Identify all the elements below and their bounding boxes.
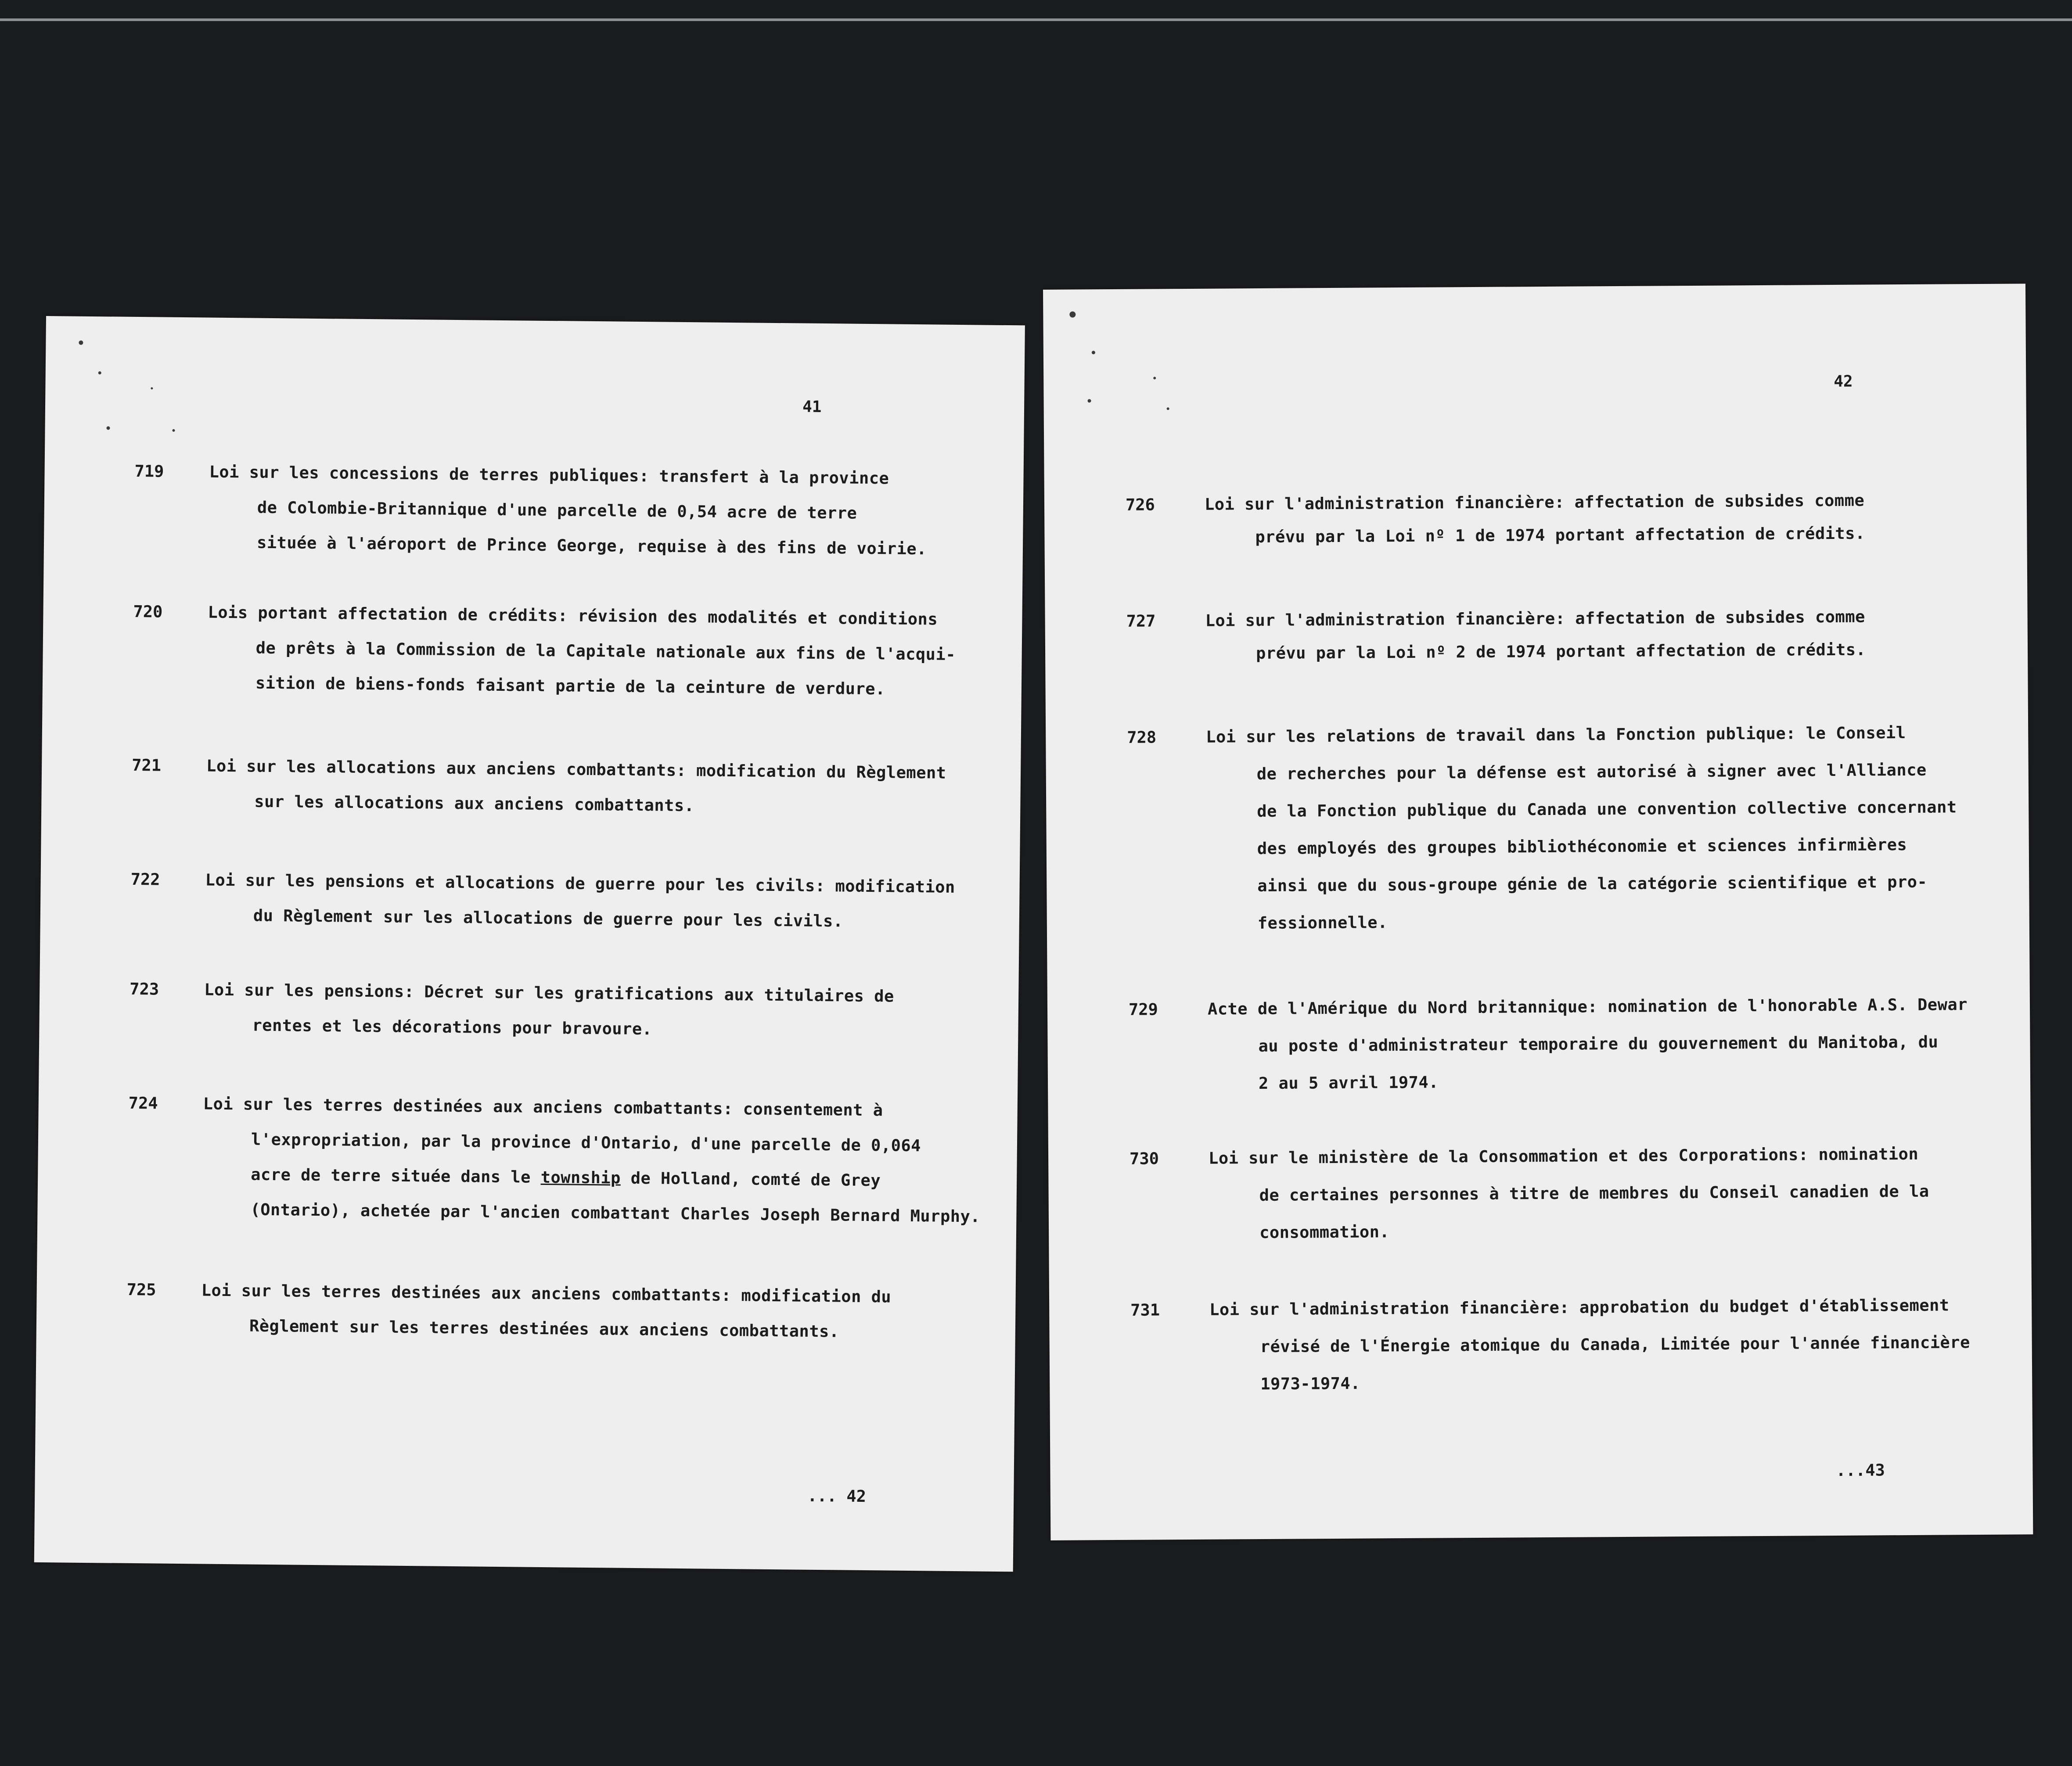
entry-723 bbox=[40, 979, 1019, 1039]
left-document-page bbox=[34, 316, 1025, 1572]
entry-number: 729 bbox=[1128, 1000, 1158, 1019]
film-strip-edge bbox=[0, 18, 2072, 21]
entry-721 bbox=[42, 755, 1021, 815]
entry-text-line: l'expropriation, par la province d'Ontario, d'une parcelle de 0,064 bbox=[251, 1130, 921, 1156]
entry-text-line: Loi sur les relations de travail dans la Fonction publique: le Conseil bbox=[1206, 723, 1906, 747]
dust-speck bbox=[79, 341, 83, 345]
entry-text-line: Acte de l'Amérique du Nord britannique: nomination de l'honorable A.S. Dewar bbox=[1207, 995, 1968, 1019]
page-number: 42 bbox=[1834, 372, 1853, 391]
entry-text-line: Loi sur l'administration financière: affectation de subsides comme bbox=[1204, 491, 1865, 514]
entry-number: 728 bbox=[1127, 728, 1157, 747]
entry-text-line: Loi sur le ministère de la Consommation et des Corporations: nomination bbox=[1208, 1144, 1919, 1168]
entry-text-line: Loi sur les terres destinées aux anciens combattants: modification du bbox=[201, 1281, 892, 1307]
underlined-word: township bbox=[540, 1167, 621, 1188]
entry-number: 726 bbox=[1125, 495, 1155, 514]
entry-text-line: du Règlement sur les allocations de guerre pour les civils. bbox=[253, 906, 843, 931]
entry-text-line: de certaines personnes à titre de membres du Conseil canadien de la bbox=[1259, 1181, 1929, 1205]
entry-729 bbox=[1047, 994, 2030, 1093]
dust-speck bbox=[151, 387, 153, 389]
entry-text-fragment: de Holland, comté de Grey bbox=[620, 1168, 881, 1190]
dust-speck bbox=[172, 429, 175, 432]
entry-number: 727 bbox=[1126, 611, 1156, 631]
dust-speck bbox=[98, 371, 101, 374]
entry-text-line: de la Fonction publique du Canada une convention collective concernant bbox=[1257, 797, 1957, 821]
entry-number: 725 bbox=[126, 1280, 156, 1299]
entry-text-line: ainsi que du sous-groupe génie de la catégorie scientifique et pro- bbox=[1257, 872, 1928, 896]
entry-text-line: rentes et les décorations pour bravoure. bbox=[252, 1016, 652, 1039]
entry-719 bbox=[45, 461, 1024, 559]
dust-speck bbox=[1167, 407, 1169, 410]
entry-726 bbox=[1044, 490, 2027, 547]
entry-text-line: sition de biens-fonds faisant partie de la ceinture de verdure. bbox=[255, 673, 886, 699]
dust-speck bbox=[107, 426, 110, 430]
entry-text-line: sur les allocations aux anciens combattants. bbox=[254, 792, 694, 815]
page-number: 41 bbox=[802, 398, 822, 416]
entry-text-line: Loi sur les pensions et allocations de guerre pour les civils: modification bbox=[205, 870, 956, 897]
right-document-page bbox=[1043, 284, 2033, 1540]
entry-text-line: Lois portant affectation de crédits: révision des modalités et conditions bbox=[208, 603, 938, 629]
entry-text-line: au poste d'administrateur temporaire du gouvernement du Manitoba, du bbox=[1258, 1032, 1939, 1056]
entry-727 bbox=[1045, 606, 2027, 663]
entry-text-line: fessionnelle. bbox=[1257, 913, 1388, 933]
entry-text-line: 1973-1974. bbox=[1260, 1374, 1361, 1394]
dust-speck bbox=[1069, 312, 1076, 318]
entry-number: 731 bbox=[1130, 1300, 1160, 1320]
entry-730 bbox=[1048, 1144, 2031, 1242]
entry-text-line: de prêts à la Commission de la Capitale nationale aux fins de l'acqui- bbox=[255, 638, 956, 664]
entry-text-line: Loi sur l'administration financière: approbation du budget d'établissement bbox=[1209, 1296, 1950, 1319]
entry-text-line: consommation. bbox=[1259, 1222, 1390, 1242]
dust-speck bbox=[1088, 399, 1091, 402]
entry-number: 724 bbox=[128, 1093, 158, 1113]
entry-text-line: Loi sur les pensions: Décret sur les gratifications aux titulaires de bbox=[204, 980, 894, 1006]
entry-number: 721 bbox=[131, 755, 162, 775]
page-footer: ... 42 bbox=[807, 1486, 867, 1506]
entry-724 bbox=[39, 1093, 1018, 1226]
entry-text-line: Loi sur l'administration financière: affectation de subsides comme bbox=[1205, 607, 1865, 630]
page-footer: ...43 bbox=[1836, 1461, 1885, 1480]
entry-text-line: Loi sur les allocations aux anciens combattants: modification du Règlement bbox=[206, 756, 946, 782]
entry-text-line: révisé de l'Énergie atomique du Canada, Limitée pour l'année financière bbox=[1260, 1333, 1970, 1357]
entry-text-line: située à l'aéroport de Prince George, requise à des fins de voirie. bbox=[256, 533, 927, 559]
entry-text-line: de Colombie-Britannique d'une parcelle de 0,54 acre de terre bbox=[257, 498, 857, 523]
entry-722 bbox=[41, 869, 1020, 931]
entry-text-line: 2 au 5 avril 1974. bbox=[1258, 1073, 1439, 1093]
entry-number: 719 bbox=[134, 461, 164, 481]
entry-text-line: Loi sur les terres destinées aux anciens combattants: consentement à bbox=[203, 1094, 883, 1120]
entry-number: 730 bbox=[1129, 1149, 1159, 1168]
entry-728 bbox=[1046, 722, 2028, 933]
entry-725 bbox=[37, 1279, 1016, 1341]
entry-number: 720 bbox=[133, 602, 163, 621]
entry-720 bbox=[43, 601, 1022, 699]
entry-text-fragment: acre de terre située dans le bbox=[251, 1165, 531, 1187]
entry-text-line: (Ontario), achetée par l'ancien combattant Charles Joseph Bernard Murphy. bbox=[250, 1200, 981, 1226]
entry-text-line: des employés des groupes bibliothéconomie et sciences infirmières bbox=[1257, 835, 1907, 858]
entry-text-line: prévu par la Loi nº 1 de 1974 portant affectation de crédits. bbox=[1255, 524, 1865, 547]
entry-text-line: Loi sur les concessions de terres publiques: transfert à la province bbox=[209, 462, 889, 488]
entry-text-line: Règlement sur les terres destinées aux anciens combattants. bbox=[249, 1316, 839, 1341]
dust-speck bbox=[1153, 377, 1156, 379]
entry-731 bbox=[1049, 1295, 2032, 1394]
entry-number: 722 bbox=[130, 869, 160, 889]
entry-text-line: prévu par la Loi nº 2 de 1974 portant affectation de crédits. bbox=[1255, 640, 1866, 663]
entry-text-line bbox=[251, 1165, 881, 1190]
entry-number: 723 bbox=[130, 979, 159, 999]
entry-text-line: de recherches pour la défense est autorisé à signer avec l'Alliance bbox=[1256, 760, 1927, 784]
dust-speck bbox=[1092, 351, 1095, 354]
